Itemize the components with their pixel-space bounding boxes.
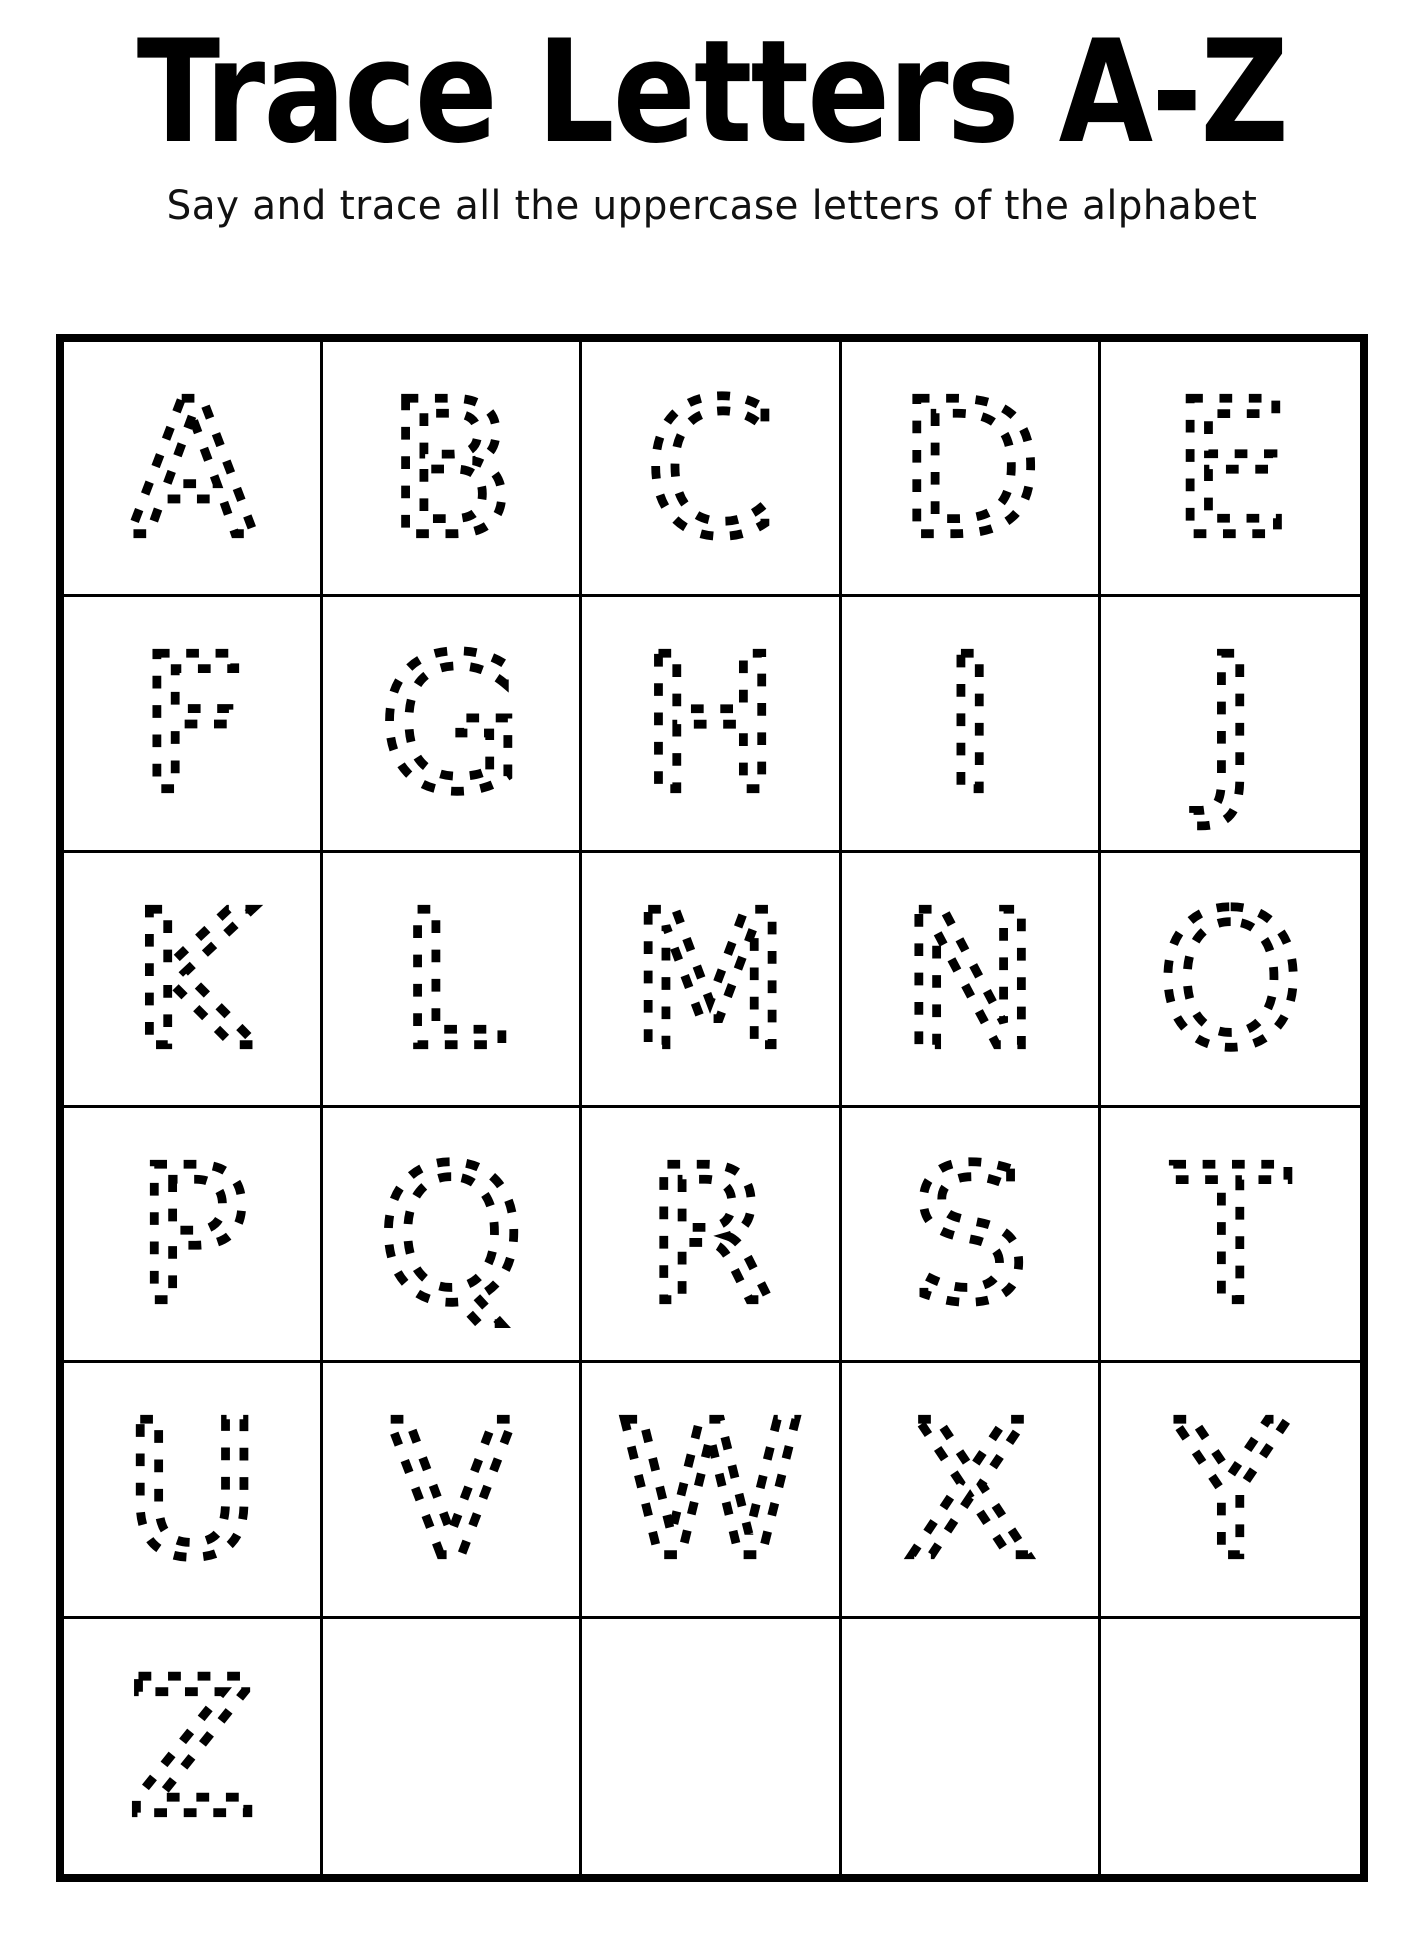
dotted-letter: P (136, 1127, 249, 1344)
dotted-letter: Z (127, 1639, 257, 1858)
dotted-letter: R (645, 1127, 776, 1344)
tracing-cell-letter[interactable] (582, 1108, 841, 1363)
dotted-letter: A (128, 361, 256, 578)
dotted-letter: K (131, 872, 254, 1089)
tracing-grid (56, 334, 1368, 1882)
tracing-cell-letter[interactable] (1101, 853, 1360, 1108)
tracing-cell-letter[interactable] (1101, 1363, 1360, 1618)
tracing-cell-empty[interactable] (323, 1619, 582, 1874)
dotted-letter: Y (1173, 1383, 1288, 1600)
worksheet-page (0, 10, 1424, 1938)
tracing-cell-letter[interactable] (64, 1108, 323, 1363)
tracing-cell-letter[interactable] (842, 1108, 1101, 1363)
dotted-letter: O (1157, 872, 1304, 1089)
dotted-letter: M (630, 872, 791, 1089)
dotted-letter: C (645, 361, 776, 578)
tracing-cell-letter[interactable] (64, 342, 323, 597)
tracing-cell-letter[interactable] (323, 853, 582, 1108)
tracing-cell-letter[interactable] (582, 853, 841, 1108)
tracing-cell-letter[interactable] (64, 1619, 323, 1874)
tracing-cell-letter[interactable] (323, 1108, 582, 1363)
dotted-letter: N (900, 872, 1040, 1089)
dotted-letter: I (942, 617, 998, 834)
tracing-cell-letter[interactable] (64, 597, 323, 852)
tracing-cell-letter[interactable] (323, 597, 582, 852)
tracing-cell-letter[interactable] (842, 342, 1101, 597)
tracing-cell-letter[interactable] (1101, 342, 1360, 597)
page-title: Trace Letters A-Z (136, 10, 1288, 175)
dotted-letter: G (379, 617, 524, 834)
tracing-cell-letter[interactable] (582, 342, 841, 597)
tracing-cell-letter[interactable] (582, 597, 841, 852)
tracing-cell-letter[interactable] (64, 853, 323, 1108)
tracing-cell-empty[interactable] (582, 1619, 841, 1874)
tracing-cell-letter[interactable] (842, 597, 1101, 852)
dotted-letter: V (387, 1383, 515, 1600)
tracing-cell-empty[interactable] (1101, 1619, 1360, 1874)
tracing-cell-letter[interactable] (1101, 597, 1360, 852)
tracing-cell-letter[interactable] (323, 1363, 582, 1618)
tracing-cell-letter[interactable] (323, 342, 582, 597)
dotted-letter: E (1171, 361, 1290, 578)
dotted-letter: B (387, 361, 516, 578)
tracing-cell-letter[interactable] (1101, 1108, 1360, 1363)
dotted-letter: F (138, 617, 246, 834)
tracing-cell-letter[interactable] (842, 853, 1101, 1108)
dotted-letter: T (1173, 1127, 1288, 1344)
dotted-letter: D (898, 361, 1042, 578)
dotted-letter: J (1202, 617, 1258, 834)
dotted-letter: U (124, 1383, 261, 1600)
dotted-letter: S (910, 1127, 1029, 1344)
dotted-letter: X (906, 1383, 1034, 1600)
page-subtitle: Say and trace all the uppercase letters of the alphabet (166, 183, 1258, 230)
tracing-cell-letter[interactable] (842, 1363, 1101, 1618)
tracing-cell-letter[interactable] (64, 1363, 323, 1618)
dotted-letter: Q (378, 1127, 525, 1344)
dotted-letter: L (399, 872, 504, 1089)
dotted-letter: W (618, 1383, 803, 1600)
tracing-cell-letter[interactable] (582, 1363, 841, 1618)
dotted-letter: H (640, 617, 781, 834)
tracing-cell-empty[interactable] (842, 1619, 1101, 1874)
